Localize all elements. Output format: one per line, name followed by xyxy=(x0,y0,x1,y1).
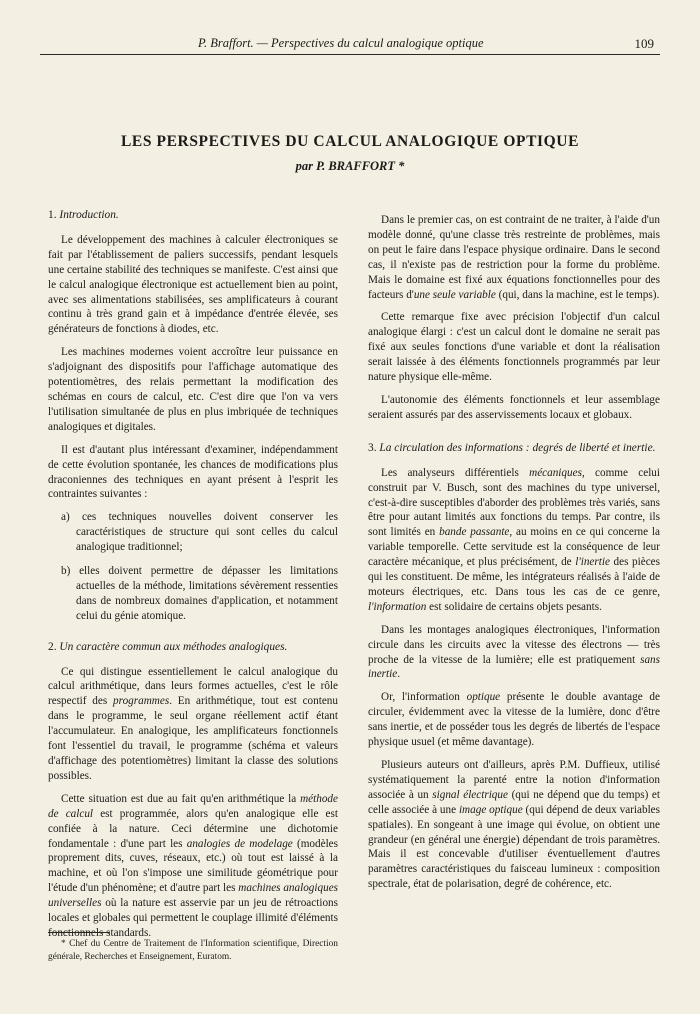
left-column xyxy=(48,208,338,949)
paragraph: Le développement des machines à calculer électroniques se fait par l'établissement de paliers successifs, pendant lesquels une certaine stabilité des techniques se manifeste. C'est ainsi que le calcul analogique électronique est actuellement bien au point, avec ses alimentations stabilisées, ses amplificateurs à courant continu à très grand gain et à impédance d'entrée élevée, ses générateurs de fonctions à diodes, etc. xyxy=(48,233,338,336)
paragraph: Il est d'autant plus intéressant d'examiner, indépendamment de cette évolution spontanée, les chances de modifications plus draconiennes des techniques en ayant présent à l'esprit les contraintes suivantes : xyxy=(48,443,338,501)
footnote-text: * Chef du Centre de Traitement de l'Information scientifique, Direction générale, Recherches et Enseignement, Euratom. xyxy=(48,939,338,962)
footnote xyxy=(48,938,338,963)
section-title: La circulation des informations : degrés de liberté et inertie. xyxy=(379,441,656,454)
paragraph: Plusieurs auteurs ont d'ailleurs, après P.M. Duffieux, utilisé systématiquement la parenté entre la notion d'information associée à un signal électrique (qui ne dépend que du temps) et celle associée à une image optique (qui dépend de deux variables spatiales). En songeant à une image qui évolue, on obtient une grandeur (en général une énergie) dépendant de trois paramètres. Mais il est concevable d'utiliser éventuellement d'autres paramètres caractéristiques du faisceau lumineux : composition spectrale, état de polarisation, degré de cohérence, etc. xyxy=(368,759,660,891)
section-number: 2. xyxy=(48,640,57,653)
paragraph: L'autonomie des éléments fonctionnels et leur assemblage seraient assurés par des asservissements locaux et globaux. xyxy=(368,393,660,421)
footnote-divider xyxy=(48,932,110,933)
section-heading-1 xyxy=(48,208,338,223)
paragraph: Or, l'information optique présente le double avantage de circuler, évidemment avec la vitesse de la lumière, donc d'être sans inertie, et de posséder tous les degrés de libertés de l'espace physique usuel (et même davantage). xyxy=(368,691,660,749)
running-header xyxy=(40,36,660,55)
section-heading-3 xyxy=(368,441,660,456)
section-title: Introduction. xyxy=(59,209,119,221)
section-number: 1. xyxy=(48,209,57,221)
list-item-b: b) elles doivent permettre de dépasser les limitations actuelles de la méthode, limitations sévèrement ressenties dans de nombreux domaines d'application, et notamment celui du génie atomique. xyxy=(61,565,338,622)
article-byline: par P. BRAFFORT * xyxy=(295,159,405,173)
list-item-a: a) ces techniques nouvelles doivent conserver les caractéristiques de structure qui sont celles du calcul analogique traditionnel; xyxy=(61,511,338,554)
paragraph: Les machines modernes voient accroître leur puissance en s'adjoignant des dispositifs pour l'affichage automatique des potentiomètres, des relais permettant la modification des schémas en cours de calcul, etc. C'est dire que l'on va vers l'utilisation simultanée de plus en plus imbriquée de techniques analogiques et digitales. xyxy=(48,346,338,433)
article-title: LES PERSPECTIVES DU CALCUL ANALOGIQUE OPTIQUE xyxy=(120,133,580,150)
paragraph: Les analyseurs différentiels mécaniques, comme celui construit par V. Busch, sont des machines du type universel, c'est-à-dire susceptibles d'aborder des problèmes très variés, sans être pour autant limités aux fonctions du temps. Par contre, ils sont limités en bande passante, au moins en ce qui concerne la variable temporelle. Cette servitude est la conséquence de leur caractère mécanique, et plus précisément, de l'inertie des pièces qui les constituent. De même, les intégrateurs réalisés à l'aide de moteurs électriques, etc. Dans tous les cas de ce genre, l'information est solidaire de certains objets pesants. xyxy=(368,466,661,613)
paragraph: Ce qui distingue essentiellement le calcul analogique du calcul arithmétique, dans leurs formes actuelles, c'est le rôle respectif des programmes. En arithmétique, tout est contenu dans le programme, le seul organe réellement actif étant l'accumulateur. En analogique, les amplificateurs fonctionnels font l'essentiel du travail, le programme (schéma et valeurs d'affichage des potentiomètres) limitant la classe des solutions possibles. xyxy=(48,665,338,782)
paragraph: Cette remarque fixe avec précision l'objectif d'un calcul analogique élargi : c'est un calcul dont le domaine ne serait pas fixé aux seules fonctions d'une variable et dont la réalisation serait laissée à des éléments fonctionnels programmés par leur nature physique elle-même. xyxy=(368,311,660,384)
running-title: P. Braffort. — Perspectives du calcul analogique optique xyxy=(198,36,484,50)
section-title: Un caractère commun aux méthodes analogiques. xyxy=(59,640,288,653)
page-number: 109 xyxy=(634,36,654,51)
paragraph: Cette situation est due au fait qu'en arithmétique la méthode de calcul est programmée, alors qu'en analogique elle est confiée à la nature. Ceci détermine une dichotomie fondamentale : d'une part les analogies de modelage (modèles proprement dits, cuves, réseaux, etc.) où tout est laissé à la machine, et où l'on s'impose une similitude géométrique pour l'étude d'un phénomène; et d'autre part les machines analogiques universelles où la nature est asservie par un jeu de rétroactions locales et globales qui permettent le couplage illimité d'éléments fonctionnels standards. xyxy=(48,792,339,939)
paragraph: Dans les montages analogiques électroniques, l'information circule dans les circuits avec la vitesse des électrons — très proche de la vitesse de la lumière; elle est pratiquement sans inertie. xyxy=(368,623,660,681)
right-column xyxy=(368,213,660,900)
paragraph: Dans le premier cas, on est contraint de ne traiter, à l'aide d'un modèle donné, qu'une classe très restreinte de problèmes, mais on peut le faire dans l'espace physique ordinaire. Dans le second cas, il n'existe pas de restriction pour la forme du problème. Mais le domaine est fixé aux équations fonctionnelles pour des facteurs d'une seule variable (qui, dans la machine, est le temps). xyxy=(368,214,660,301)
section-heading-2 xyxy=(48,640,338,655)
section-number: 3. xyxy=(368,441,377,454)
